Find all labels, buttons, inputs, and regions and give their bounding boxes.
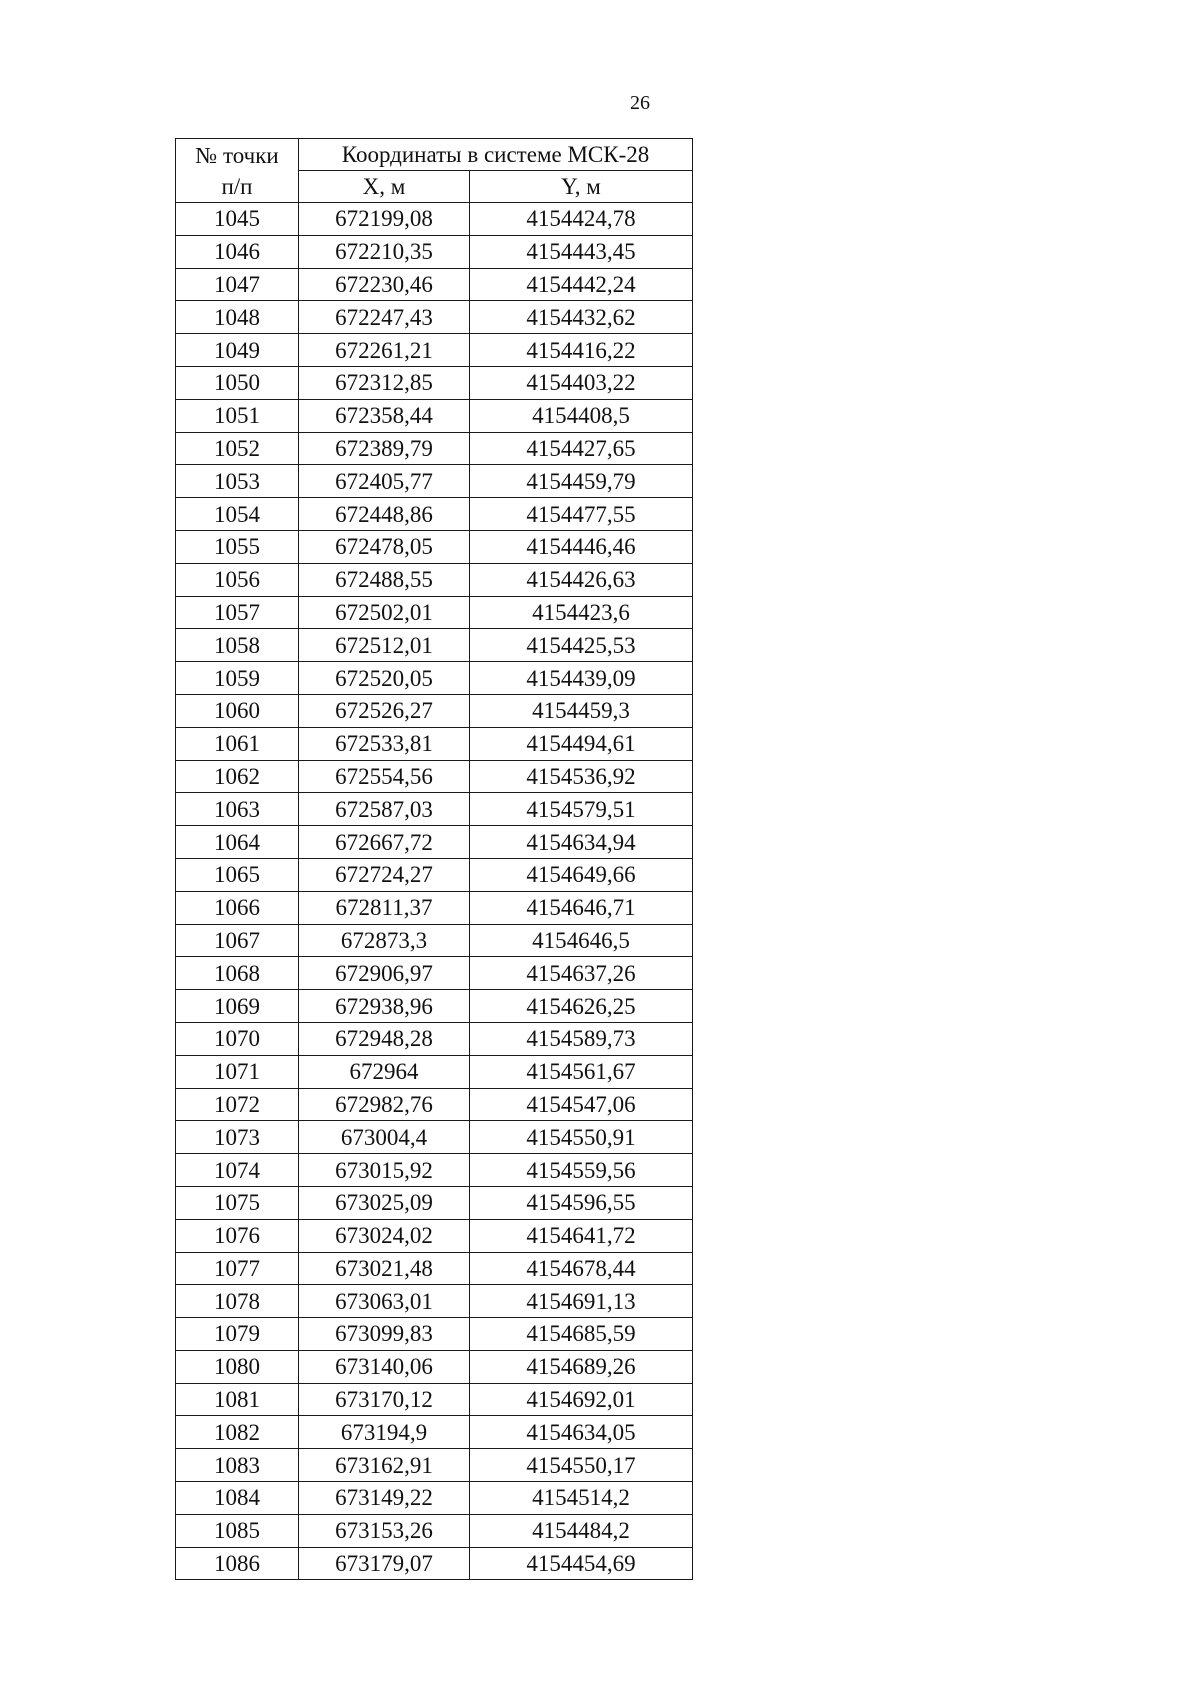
y-coordinate-cell: 4154637,26 — [470, 957, 693, 990]
table-row — [176, 596, 693, 629]
y-coordinate-cell: 4154416,22 — [470, 334, 693, 367]
table-row — [176, 891, 693, 924]
table-row — [176, 301, 693, 334]
table-row — [176, 694, 693, 727]
x-column-header: X, м — [299, 171, 470, 203]
point-number-cell: 1079 — [176, 1318, 299, 1351]
y-coordinate-cell: 4154685,59 — [470, 1318, 693, 1351]
table-row — [176, 1186, 693, 1219]
table-row — [176, 268, 693, 301]
table-row — [176, 727, 693, 760]
x-coordinate-cell: 672389,79 — [299, 432, 470, 465]
table-body — [176, 203, 693, 1580]
y-coordinate-cell: 4154596,55 — [470, 1186, 693, 1219]
point-number-cell: 1075 — [176, 1186, 299, 1219]
point-number-cell: 1063 — [176, 793, 299, 826]
x-coordinate-cell: 672982,76 — [299, 1088, 470, 1121]
point-number-header-line2: п/п — [221, 173, 253, 199]
point-number-cell: 1059 — [176, 662, 299, 695]
point-number-cell: 1050 — [176, 366, 299, 399]
table-row — [176, 563, 693, 596]
point-number-cell: 1084 — [176, 1482, 299, 1515]
y-coordinate-cell: 4154403,22 — [470, 366, 693, 399]
table-row — [176, 858, 693, 891]
x-coordinate-cell: 672478,05 — [299, 530, 470, 563]
x-coordinate-cell: 673153,26 — [299, 1514, 470, 1547]
point-number-cell: 1048 — [176, 301, 299, 334]
x-coordinate-cell: 672938,96 — [299, 990, 470, 1023]
x-coordinate-cell: 672724,27 — [299, 858, 470, 891]
x-coordinate-cell: 673015,92 — [299, 1154, 470, 1187]
point-number-cell: 1083 — [176, 1449, 299, 1482]
y-coordinate-cell: 4154536,92 — [470, 760, 693, 793]
y-coordinate-cell: 4154514,2 — [470, 1482, 693, 1515]
table-row — [176, 1547, 693, 1580]
x-coordinate-cell: 672261,21 — [299, 334, 470, 367]
point-number-cell: 1051 — [176, 399, 299, 432]
y-coordinate-cell: 4154626,25 — [470, 990, 693, 1023]
y-coordinate-cell: 4154559,56 — [470, 1154, 693, 1187]
table-row — [176, 235, 693, 268]
x-coordinate-cell: 672199,08 — [299, 203, 470, 236]
y-coordinate-cell: 4154579,51 — [470, 793, 693, 826]
table-row — [176, 465, 693, 498]
point-number-cell: 1081 — [176, 1383, 299, 1416]
point-number-cell: 1058 — [176, 629, 299, 662]
table-row — [176, 1482, 693, 1515]
x-coordinate-cell: 673170,12 — [299, 1383, 470, 1416]
point-number-cell: 1068 — [176, 957, 299, 990]
point-number-cell: 1045 — [176, 203, 299, 236]
y-coordinate-cell: 4154423,6 — [470, 596, 693, 629]
point-number-cell: 1049 — [176, 334, 299, 367]
point-number-cell: 1061 — [176, 727, 299, 760]
x-coordinate-cell: 672533,81 — [299, 727, 470, 760]
table-row — [176, 334, 693, 367]
table-row — [176, 203, 693, 236]
table-row — [176, 1449, 693, 1482]
y-column-header: Y, м — [470, 171, 693, 203]
x-coordinate-cell: 673140,06 — [299, 1350, 470, 1383]
point-number-header-line1: № точки — [195, 142, 279, 168]
table-row — [176, 1514, 693, 1547]
table-row — [176, 498, 693, 531]
x-coordinate-cell: 672526,27 — [299, 694, 470, 727]
table-row — [176, 662, 693, 695]
table-row — [176, 990, 693, 1023]
x-coordinate-cell: 673149,22 — [299, 1482, 470, 1515]
point-number-cell: 1060 — [176, 694, 299, 727]
point-number-cell: 1052 — [176, 432, 299, 465]
x-coordinate-cell: 673004,4 — [299, 1121, 470, 1154]
y-coordinate-cell: 4154641,72 — [470, 1219, 693, 1252]
table-row — [176, 1350, 693, 1383]
x-coordinate-cell: 673179,07 — [299, 1547, 470, 1580]
x-coordinate-cell: 672448,86 — [299, 498, 470, 531]
point-number-cell: 1067 — [176, 924, 299, 957]
y-coordinate-cell: 4154454,69 — [470, 1547, 693, 1580]
point-number-cell: 1071 — [176, 1055, 299, 1088]
y-coordinate-cell: 4154634,94 — [470, 826, 693, 859]
x-coordinate-cell: 672520,05 — [299, 662, 470, 695]
table-row — [176, 957, 693, 990]
x-coordinate-cell: 672502,01 — [299, 596, 470, 629]
table-row — [176, 432, 693, 465]
y-coordinate-cell: 4154678,44 — [470, 1252, 693, 1285]
y-coordinate-cell: 4154459,79 — [470, 465, 693, 498]
y-coordinate-cell: 4154646,71 — [470, 891, 693, 924]
table-row — [176, 1154, 693, 1187]
point-number-cell: 1086 — [176, 1547, 299, 1580]
y-coordinate-cell: 4154634,05 — [470, 1416, 693, 1449]
table-row — [176, 1088, 693, 1121]
point-number-cell: 1074 — [176, 1154, 299, 1187]
table-row — [176, 1383, 693, 1416]
y-coordinate-cell: 4154477,55 — [470, 498, 693, 531]
y-coordinate-cell: 4154439,09 — [470, 662, 693, 695]
x-coordinate-cell: 672312,85 — [299, 366, 470, 399]
x-coordinate-cell: 672230,46 — [299, 268, 470, 301]
point-number-cell: 1066 — [176, 891, 299, 924]
table-row — [176, 826, 693, 859]
x-coordinate-cell: 672964 — [299, 1055, 470, 1088]
x-coordinate-cell: 673024,02 — [299, 1219, 470, 1252]
y-coordinate-cell: 4154689,26 — [470, 1350, 693, 1383]
point-number-cell: 1047 — [176, 268, 299, 301]
point-number-cell: 1072 — [176, 1088, 299, 1121]
point-number-cell: 1062 — [176, 760, 299, 793]
x-coordinate-cell: 672247,43 — [299, 301, 470, 334]
x-coordinate-cell: 672811,37 — [299, 891, 470, 924]
y-coordinate-cell: 4154446,46 — [470, 530, 693, 563]
table-row — [176, 924, 693, 957]
table-row — [176, 1416, 693, 1449]
x-coordinate-cell: 672948,28 — [299, 1022, 470, 1055]
y-coordinate-cell: 4154589,73 — [470, 1022, 693, 1055]
y-coordinate-cell: 4154494,61 — [470, 727, 693, 760]
x-coordinate-cell: 672906,97 — [299, 957, 470, 990]
point-number-cell: 1056 — [176, 563, 299, 596]
x-coordinate-cell: 673194,9 — [299, 1416, 470, 1449]
table-row — [176, 1285, 693, 1318]
x-coordinate-cell: 672512,01 — [299, 629, 470, 662]
point-number-cell: 1070 — [176, 1022, 299, 1055]
point-number-cell: 1064 — [176, 826, 299, 859]
point-number-cell: 1076 — [176, 1219, 299, 1252]
y-coordinate-cell: 4154649,66 — [470, 858, 693, 891]
x-coordinate-cell: 672488,55 — [299, 563, 470, 596]
x-coordinate-cell: 673021,48 — [299, 1252, 470, 1285]
table-row — [176, 629, 693, 662]
point-number-cell: 1054 — [176, 498, 299, 531]
x-coordinate-cell: 672554,56 — [299, 760, 470, 793]
point-number-cell: 1082 — [176, 1416, 299, 1449]
point-number-cell: 1053 — [176, 465, 299, 498]
point-number-header — [176, 139, 299, 203]
table-row — [176, 399, 693, 432]
y-coordinate-cell: 4154427,65 — [470, 432, 693, 465]
table-row — [176, 1318, 693, 1351]
table-row — [176, 760, 693, 793]
x-coordinate-cell: 673162,91 — [299, 1449, 470, 1482]
x-coordinate-cell: 673063,01 — [299, 1285, 470, 1318]
y-coordinate-cell: 4154408,5 — [470, 399, 693, 432]
x-coordinate-cell: 672210,35 — [299, 235, 470, 268]
point-number-cell: 1055 — [176, 530, 299, 563]
point-number-cell: 1077 — [176, 1252, 299, 1285]
table-row — [176, 1252, 693, 1285]
y-coordinate-cell: 4154442,24 — [470, 268, 693, 301]
y-coordinate-cell: 4154426,63 — [470, 563, 693, 596]
coordinates-group-header: Координаты в системе МСК-28 — [299, 139, 693, 171]
x-coordinate-cell: 672405,77 — [299, 465, 470, 498]
x-coordinate-cell: 673025,09 — [299, 1186, 470, 1219]
point-number-cell: 1057 — [176, 596, 299, 629]
y-coordinate-cell: 4154550,17 — [470, 1449, 693, 1482]
point-number-cell: 1080 — [176, 1350, 299, 1383]
point-number-cell: 1073 — [176, 1121, 299, 1154]
y-coordinate-cell: 4154443,45 — [470, 235, 693, 268]
table-row — [176, 366, 693, 399]
y-coordinate-cell: 4154692,01 — [470, 1383, 693, 1416]
page-number: 26 — [630, 92, 650, 114]
point-number-cell: 1065 — [176, 858, 299, 891]
x-coordinate-cell: 673099,83 — [299, 1318, 470, 1351]
y-coordinate-cell: 4154425,53 — [470, 629, 693, 662]
table-row — [176, 1022, 693, 1055]
y-coordinate-cell: 4154424,78 — [470, 203, 693, 236]
x-coordinate-cell: 672873,3 — [299, 924, 470, 957]
point-number-cell: 1085 — [176, 1514, 299, 1547]
table-row — [176, 530, 693, 563]
x-coordinate-cell: 672358,44 — [299, 399, 470, 432]
point-number-cell: 1078 — [176, 1285, 299, 1318]
y-coordinate-cell: 4154432,62 — [470, 301, 693, 334]
table-row — [176, 1121, 693, 1154]
table-row — [176, 1055, 693, 1088]
y-coordinate-cell: 4154550,91 — [470, 1121, 693, 1154]
y-coordinate-cell: 4154691,13 — [470, 1285, 693, 1318]
point-number-cell: 1069 — [176, 990, 299, 1023]
x-coordinate-cell: 672587,03 — [299, 793, 470, 826]
y-coordinate-cell: 4154484,2 — [470, 1514, 693, 1547]
coordinates-table — [175, 138, 693, 1580]
table-row — [176, 1219, 693, 1252]
table-row — [176, 793, 693, 826]
y-coordinate-cell: 4154547,06 — [470, 1088, 693, 1121]
point-number-cell: 1046 — [176, 235, 299, 268]
y-coordinate-cell: 4154561,67 — [470, 1055, 693, 1088]
y-coordinate-cell: 4154459,3 — [470, 694, 693, 727]
x-coordinate-cell: 672667,72 — [299, 826, 470, 859]
y-coordinate-cell: 4154646,5 — [470, 924, 693, 957]
